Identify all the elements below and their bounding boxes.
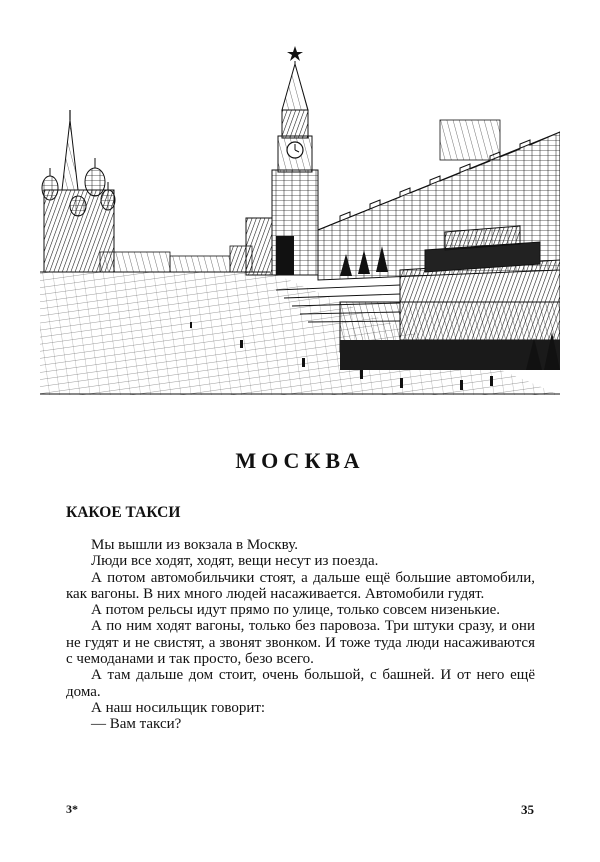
distant-buildings <box>100 246 252 272</box>
footer-signature: 3* <box>66 802 78 816</box>
story-paragraph: А наш носильщик говорит: <box>91 699 266 716</box>
story-paragraph: А потом рельсы идут прямо по улице, только совсем низенькие. <box>91 602 501 619</box>
story-paragraph: Люди все ходят, ходят, вещи несут из поезда. <box>91 553 379 570</box>
red-square-illustration <box>40 40 560 395</box>
page-number: 35 <box>521 802 534 817</box>
story-body <box>66 537 535 733</box>
story-paragraph: А потом автомобильчики стоят, а дальше ещё большие автомобили, как вагоны. В них много людей насаживается. Автомобили гудят. <box>66 569 535 602</box>
city-title: МОСКВА <box>235 448 365 473</box>
spasskaya-tower <box>272 46 318 275</box>
tsarskaya-tower <box>246 218 272 275</box>
story-paragraph: А по ним ходят вагоны, только без паровоза. Три штуки сразу, и они не гудят и не свистят, а звонят звонком. И тоже туда люди насаживаются с чемоданами и так просто, безо всего. <box>66 618 535 668</box>
story-paragraph: Мы вышли из вокзала в Москву. <box>91 537 298 553</box>
st-basils-cathedral <box>42 110 115 272</box>
story-paragraph: — Вам такси? <box>91 716 182 733</box>
tower-star <box>287 46 303 61</box>
kremlin-engraving <box>40 40 560 395</box>
story-title: КАКОЕ ТАКСИ <box>66 504 181 521</box>
story-paragraph: А там дальше дом стоит, очень большой, с башней. И от него ещё дома. <box>66 667 535 700</box>
